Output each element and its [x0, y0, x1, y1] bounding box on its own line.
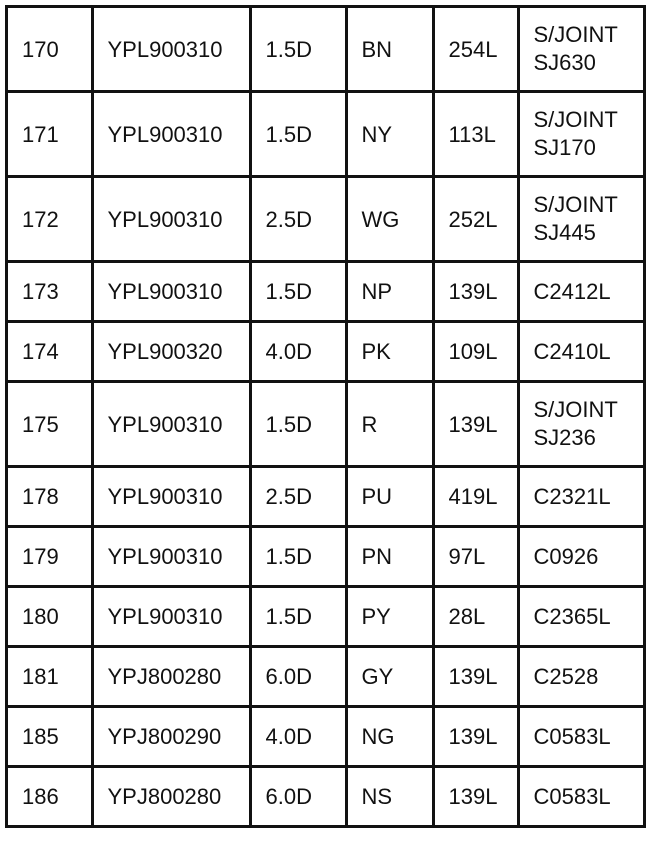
reference-cell: [518, 467, 643, 527]
reference-line: S/JOINT: [533, 397, 618, 422]
part-number-cell: YPL900310: [92, 467, 250, 527]
row-number-cell: 170: [8, 8, 92, 92]
reference-cell: [518, 382, 643, 467]
size-cell: 2.5D: [250, 467, 346, 527]
length-cell: 139L: [433, 382, 518, 467]
reference-line: C0583L: [533, 723, 611, 749]
reference-line: C0926: [533, 543, 599, 569]
color-code-cell: PK: [346, 322, 433, 382]
reference-line: SJ445: [533, 220, 596, 245]
reference-line: SJ170: [533, 135, 596, 160]
parts-table-container: [5, 5, 646, 828]
size-cell: 1.5D: [250, 527, 346, 587]
size-cell: 4.0D: [250, 322, 346, 382]
parts-table-body: [8, 8, 643, 825]
reference-line: SJ236: [533, 425, 596, 450]
reference-line: C2528: [533, 663, 599, 689]
color-code-cell: GY: [346, 647, 433, 707]
size-cell: 1.5D: [250, 8, 346, 92]
table-row: [8, 707, 643, 767]
reference-line: C2412L: [533, 278, 611, 304]
row-number-cell: 181: [8, 647, 92, 707]
table-row: [8, 767, 643, 826]
color-code-cell: NY: [346, 92, 433, 177]
reference-line: C0583L: [533, 783, 611, 809]
row-number-cell: 178: [8, 467, 92, 527]
part-number-cell: YPL900310: [92, 8, 250, 92]
table-row: [8, 587, 643, 647]
table-row: [8, 322, 643, 382]
size-cell: 6.0D: [250, 767, 346, 826]
length-cell: 254L: [433, 8, 518, 92]
part-number-cell: YPL900310: [92, 587, 250, 647]
part-number-cell: YPJ800290: [92, 707, 250, 767]
part-number-cell: YPL900310: [92, 177, 250, 262]
color-code-cell: BN: [346, 8, 433, 92]
part-number-cell: YPL900310: [92, 527, 250, 587]
length-cell: 28L: [433, 587, 518, 647]
color-code-cell: PU: [346, 467, 433, 527]
table-row: [8, 262, 643, 322]
reference-line: SJ630: [533, 50, 596, 75]
reference-line: C2410L: [533, 338, 611, 364]
reference-line: S/JOINT: [533, 22, 618, 47]
size-cell: 1.5D: [250, 262, 346, 322]
color-code-cell: WG: [346, 177, 433, 262]
reference-cell: [518, 8, 643, 92]
length-cell: 139L: [433, 262, 518, 322]
reference-line: C2365L: [533, 603, 611, 629]
row-number-cell: 173: [8, 262, 92, 322]
row-number-cell: 174: [8, 322, 92, 382]
table-row: [8, 382, 643, 467]
length-cell: 419L: [433, 467, 518, 527]
reference-cell: [518, 322, 643, 382]
color-code-cell: R: [346, 382, 433, 467]
table-row: [8, 527, 643, 587]
size-cell: 1.5D: [250, 92, 346, 177]
length-cell: 139L: [433, 647, 518, 707]
reference-cell: [518, 647, 643, 707]
part-number-cell: YPJ800280: [92, 647, 250, 707]
part-number-cell: YPL900310: [92, 262, 250, 322]
table-row: [8, 92, 643, 177]
row-number-cell: 180: [8, 587, 92, 647]
size-cell: 4.0D: [250, 707, 346, 767]
size-cell: 2.5D: [250, 177, 346, 262]
color-code-cell: NP: [346, 262, 433, 322]
reference-line: S/JOINT: [533, 192, 618, 217]
reference-line: S/JOINT: [533, 107, 618, 132]
size-cell: 6.0D: [250, 647, 346, 707]
part-number-cell: YPL900320: [92, 322, 250, 382]
color-code-cell: PY: [346, 587, 433, 647]
part-number-cell: YPL900310: [92, 92, 250, 177]
row-number-cell: 175: [8, 382, 92, 467]
row-number-cell: 171: [8, 92, 92, 177]
size-cell: 1.5D: [250, 587, 346, 647]
parts-table: [8, 8, 643, 825]
reference-cell: [518, 177, 643, 262]
table-row: [8, 467, 643, 527]
length-cell: 109L: [433, 322, 518, 382]
row-number-cell: 185: [8, 707, 92, 767]
reference-cell: [518, 92, 643, 177]
length-cell: 113L: [433, 92, 518, 177]
length-cell: 97L: [433, 527, 518, 587]
size-cell: 1.5D: [250, 382, 346, 467]
length-cell: 252L: [433, 177, 518, 262]
reference-line: C2321L: [533, 483, 611, 509]
part-number-cell: YPL900310: [92, 382, 250, 467]
row-number-cell: 186: [8, 767, 92, 826]
row-number-cell: 179: [8, 527, 92, 587]
color-code-cell: NG: [346, 707, 433, 767]
table-row: [8, 177, 643, 262]
part-number-cell: YPJ800280: [92, 767, 250, 826]
color-code-cell: PN: [346, 527, 433, 587]
reference-cell: [518, 707, 643, 767]
reference-cell: [518, 587, 643, 647]
length-cell: 139L: [433, 767, 518, 826]
table-row: [8, 647, 643, 707]
color-code-cell: NS: [346, 767, 433, 826]
table-row: [8, 8, 643, 92]
length-cell: 139L: [433, 707, 518, 767]
row-number-cell: 172: [8, 177, 92, 262]
reference-cell: [518, 527, 643, 587]
reference-cell: [518, 262, 643, 322]
reference-cell: [518, 767, 643, 826]
